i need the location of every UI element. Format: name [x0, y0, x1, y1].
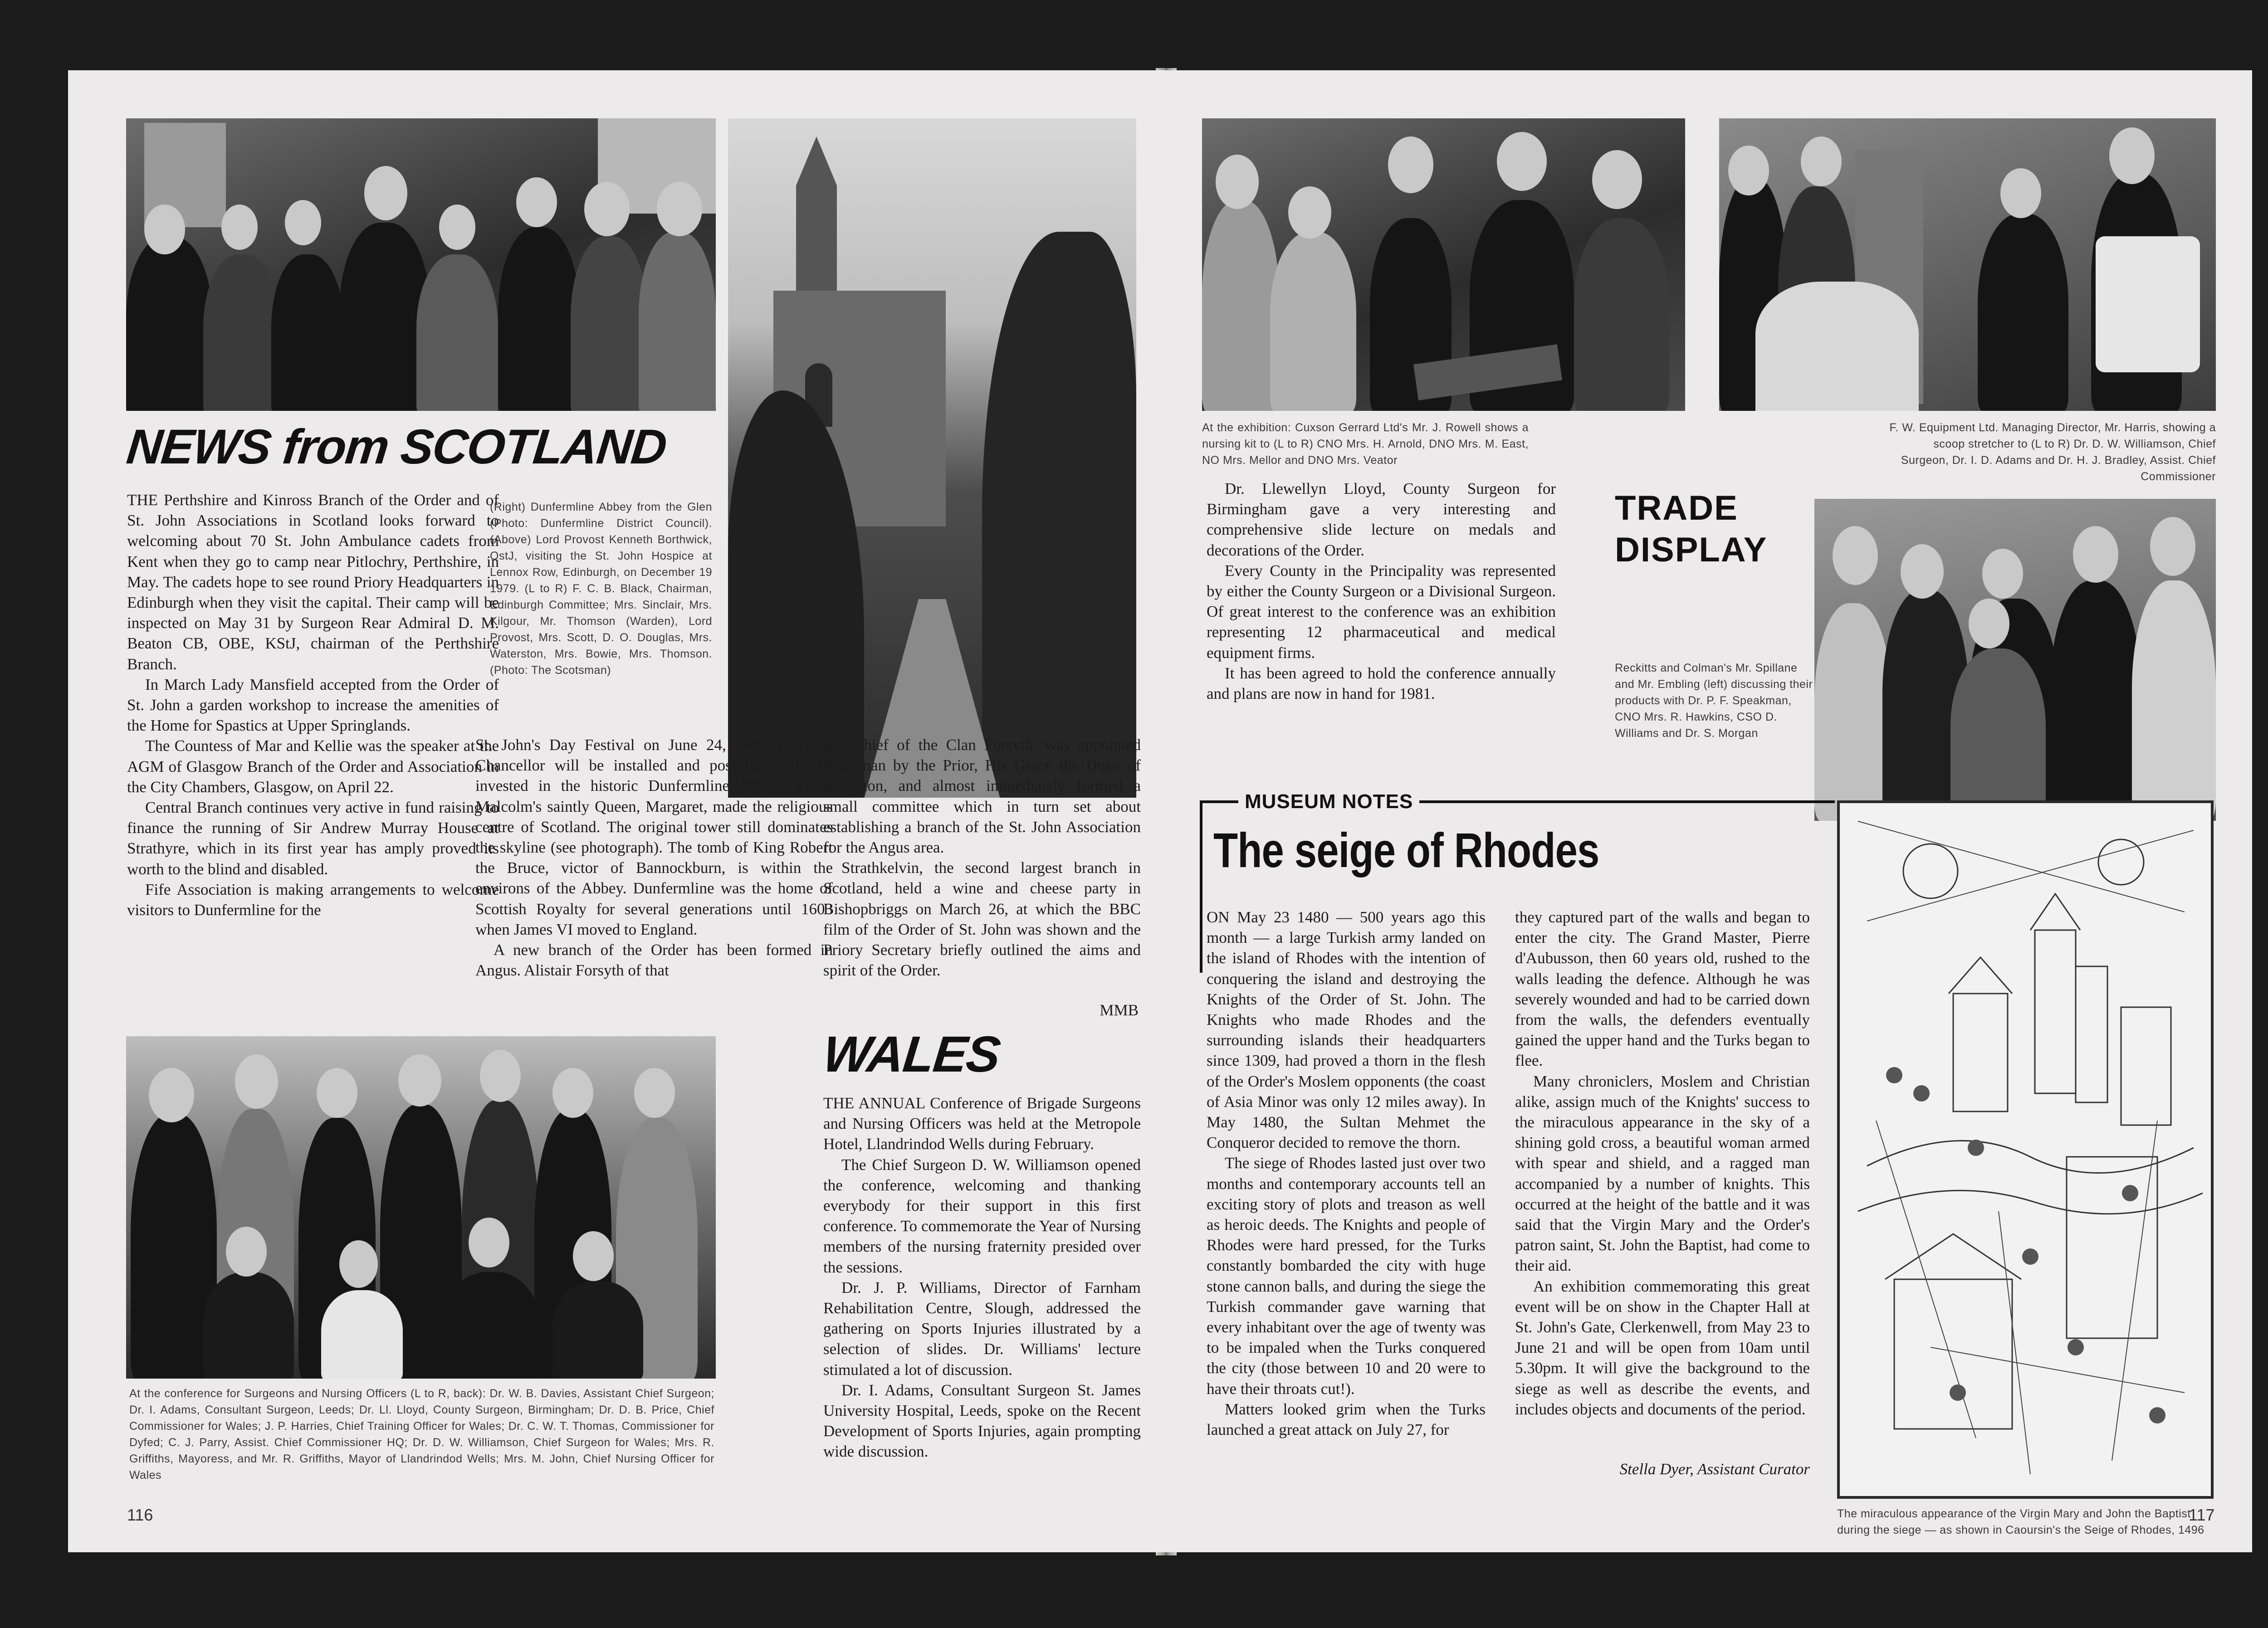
paragraph: Central Branch continues very active in fund raising to finance the running of Sir Andrew Murray House at Strathyre, which in its first year has amply proved its worth to the blind and disabled.: [127, 799, 499, 878]
trade-display-article: [1207, 478, 1556, 704]
paragraph: THE Perthshire and Kinross Branch of the Order and of St. John Associations in Scotland looks forward to welcoming about 70 St. John Ambulance cadets from Kent when they go to camp near Pitlochry, Perthshire, in May. The cadets hope to see round Priory Headquarters in Edinburgh when they visit the capital. Their camp will be inspected on May 31 by Surgeon Rear Admiral D. M. Beaton CB, OBE, KStJ, chairman of the Perthshire Branch.: [127, 491, 499, 673]
paragraph: Matters looked grim when the Turks launched a great attack on July 27, for: [1207, 1400, 1486, 1439]
dunfermline-abbey-photo: [728, 118, 1136, 798]
paragraph: Dr. J. P. Williams, Director of Farnham Rehabilitation Centre, Slough, addressed the gathering on Sports Injuries illustrated by a selection of slides. Dr. Williams' lecture stimulated a lot of discussion.: [823, 1278, 1141, 1379]
paragraph: The siege of Rhodes lasted just over two months and contemporary accounts tell an exciting story of plots and treason as well as heroic deeds. The Knights and people of Rhodes were hard pressed, for the Turks constantly bombarded the city with huge stone cannon balls, and during the siege the Turkish commander gave warning that every inhabitant over the age of twenty was to be impaled when the Turks conquered the city (those between 10 and 20 were to have their throats cut!).: [1207, 1154, 1486, 1398]
scotland-signature: MMB: [1100, 1001, 1139, 1019]
paragraph: THE ANNUAL Conference of Brigade Surgeons and Nursing Officers was held at the Metropole Hotel, Llandrindod Wells during February.: [823, 1094, 1141, 1153]
museum-notes-frame: [1200, 800, 1202, 973]
paragraph: Strathkelvin, the second largest branch in Scotland, held a wine and cheese party in Bishopbriggs on March 26, at which the BBC film of the Order of St. John was shown and the Priory Secretary briefly outlined the aims and spirit of the Order.: [823, 859, 1141, 980]
scotland-column-3: [823, 735, 1141, 980]
museum-headline: The seige of Rhodes: [1213, 823, 1599, 877]
paragraph: The Chief Surgeon D. W. Williamson opened the conference, welcoming and thanking everybody for their support in this first conference. To commemorate the Year of Nursing members of the nursing fraternity presided over the sessions.: [823, 1155, 1141, 1276]
woodcut-caption: The miraculous appearance of the Virgin Mary and John the Baptist during the siege — as shown in Caoursin's the Seige of Rhodes, 1496: [1837, 1507, 2204, 1536]
scotland-headline: NEWS from SCOTLAND: [124, 419, 669, 474]
page-number: 116: [127, 1506, 153, 1524]
wales-headline: WALES: [820, 1026, 1002, 1082]
hospice-group-photo: [126, 118, 716, 411]
wales-article: [823, 1093, 1141, 1462]
museum-column-1: [1207, 907, 1486, 1440]
page-number: 117: [2189, 1506, 2215, 1524]
paragraph: In March Lady Mansfield accepted from the Order of St. John a garden workshop to increase the amenities of the Home for Spastics at Upper Springlands.: [127, 675, 499, 735]
paragraph: An exhibition commemorating this great event will be on show in the Chapter Hall at St. John's Gate, Clerkenwell, from May 23 to June 21 and will be open from 10am until 5.30pm. It will give the background to the siege as well as describe the events, and includes objects and documents of the period.: [1515, 1277, 1810, 1418]
left-page: [68, 70, 1166, 1552]
cuxson-gerrard-exhibition-photo: [1202, 118, 1685, 411]
right-page: [1166, 70, 2252, 1552]
paragraph: they captured part of the walls and began to enter the city. The Grand Master, Pierre d'Aubusson, then 60 years old, rushed to the walls leading the defence. Although he was severely wounded and had to be carried down from the walls, the defenders eventually gained the upper hand and the Turks began to flee.: [1515, 908, 1810, 1070]
paragraph: Every County in the Principality was represented by either the County Surgeon or a Divisional Surgeon. Of great interest to the conference was an exhibition representing 12 pharmaceutical and medical equipment firms.: [1207, 561, 1556, 662]
abbey-photo-caption: (Right) Dunfermline Abbey from the Glen (Photo: Dunfermline District Council). (Above) Lord Provost Kenneth Borthwick, OstJ, visiting the St. John Hospice at Lennox Row, Edinburgh, on December 19 1979. (L to R) F. C. B. Black, Chairman, Edinburgh Committee; Mrs. Sinclair, Mrs. Kilgour, Mr. Thomson (Warden), Lord Provost, Mrs. Scott, D. O. Douglas, Mrs. Waterston, Mrs. Bowie, Mrs. Thomson. (Photo: The Scotsman): [490, 501, 712, 677]
museum-column-2: [1515, 907, 1810, 1419]
paragraph: A new branch of the Order has been formed in Angus. Alistair Forsyth of that: [475, 941, 833, 980]
scotland-column-2: [475, 735, 833, 980]
paragraph: Dr. Llewellyn Lloyd, County Surgeon for Birmingham gave a very interesting and comprehensive slide lecture on medals and decorations of the Order.: [1207, 480, 1556, 559]
paragraph: The Countess of Mar and Kellie was the speaker at the AGM of Glasgow Branch of the Order and Association in the City Chambers, Glasgow, on April 22.: [127, 737, 499, 796]
paragraph: Ilk, Chief of the Clan Forsyth, was appointed Chairman by the Prior, His Grace the Duke of Hamilton, and almost immediately formed a small committee which in turn set about establishing a branch of the St. John Association for the Angus area.: [823, 736, 1141, 857]
wales-photo-caption: At the conference for Surgeons and Nursing Officers (L to R, back): Dr. W. B. Davies, Assistant Chief Surgeon; Dr. I. Adams, Consultant Surgeon, Leeds; Dr. Ll. Lloyd, County Surgeon, Birmingham; Dr. D. B. Price, Chief Commissioner for Wales; J. P. Harries, Chief Training Officer for Wales; Dr. C. W. T. Thomas, Commissioner for Dyfed; C. J. Parry, Assist. Chief Commissioner HQ; Dr. D. W. Williamson, Chief Surgeon for Wales; Mrs. R. Griffiths, Mayoress, and Mr. R. Griffiths, Mayor of Llandrindod Wells; Mrs. M. John, Chief Nursing Officer for Wales: [129, 1387, 714, 1482]
paragraph: Fife Association is making arrangements to welcome visitors to Dunfermline for the: [127, 880, 499, 919]
fw-photo-caption: F. W. Equipment Ltd. Managing Director, Mr. Harris, showing a scoop stretcher to (L to R) Dr. D. W. Williamson, Chief Surgeon, Dr. I. D. Adams and Dr. H. J. Bradley, Assist. Chief Commissioner: [1889, 421, 2216, 483]
woodcut-illustration: [1840, 803, 2211, 1496]
reckitts-photo-caption: Reckitts and Colman's Mr. Spillane and Mr. Embling (left) discussing their products with Dr. P. F. Speakman, CNO Mrs. R. Hawkins, CSO D. Williams and Dr. S. Morgan: [1615, 662, 1813, 740]
paragraph: Dr. I. Adams, Consultant Surgeon St. James University Hospital, Leeds, spoke on the Recent Development of Sports Injuries, again prompting wide discussion.: [823, 1381, 1141, 1461]
paragraph: ON May 23 1480 — 500 years ago this month — a large Turkish army landed on the island of Rhodes with the intention of conquering the island and destroying the Knights of the Order of St. John. The Knights who made Rhodes and the surrounding islands their headquarters since 1309, had proved a thorn in the flesh of the Order's Moslem opponents (the coast of Asia Minor was only 12 miles away). In May 1480, the Sultan Mehmet the Conqueror decided to remove the thorn.: [1207, 908, 1486, 1152]
paragraph: It has been agreed to hold the conference annually and plans are now in hand for 1981.: [1207, 664, 1556, 703]
paragraph: Many chroniclers, Moslem and Christian alike, assign much of the Knights' success to the miraculous appearance in the sky of a shining gold cross, a beautiful woman armed with spear and shield, and a ragged man accompanied by a number of knights. This occurred at the height of the battle and it was said that the Virgin Mary and the Order's patron saint, St. John the Baptist, had come to their aid.: [1515, 1072, 1810, 1275]
trade-display-headline: [1615, 487, 1796, 571]
siege-of-rhodes-woodcut: [1837, 800, 2214, 1499]
scotland-column-1: [127, 490, 499, 920]
museum-notes-kicker: MUSEUM NOTES: [1238, 790, 1419, 813]
fw-equipment-stretcher-photo: [1719, 118, 2216, 411]
cuxson-photo-caption: At the exhibition: Cuxson Gerrard Ltd's Mr. J. Rowell shows a nursing kit to (L to R) CNO Mrs. H. Arnold, DNO Mrs. M. East, NO Mrs. Mellor and DNO Mrs. Veator: [1202, 421, 1529, 467]
museum-signature: Stella Dyer, Assistant Curator: [1619, 1460, 1810, 1478]
reckitts-colman-photo: [1814, 499, 2216, 821]
wales-conference-group-photo: [126, 1036, 716, 1379]
trade-headline-line-1: TRADE: [1615, 489, 1738, 527]
trade-headline-line-2: DISPLAY: [1615, 531, 1768, 569]
paragraph: St. John's Day Festival on June 24, when the new Chancellor will be installed and postulants will be invested in the historic Dunfermline Abbey, which Malcolm's saintly Queen, Margaret, made the religious centre of Scotland. The original tower still dominates the skyline (see photograph). The tomb of King Robert the Bruce, victor of Bannockburn, is within the environs of the Abbey. Dunfermline was the home of Scottish Royalty for several generations until 1603 when James VI moved to England.: [475, 736, 833, 938]
